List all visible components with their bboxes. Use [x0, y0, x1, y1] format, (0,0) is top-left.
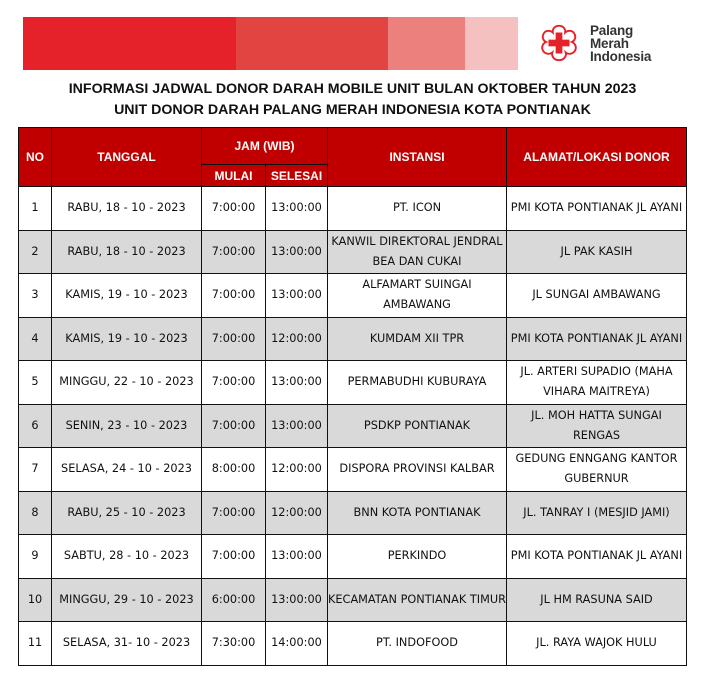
cell-alamat: PMI KOTA PONTIANAK JL AYANI [507, 317, 687, 361]
cell-no: 1 [19, 187, 52, 231]
cell-selesai: 13:00:00 [266, 404, 328, 448]
red-cross-flower-icon [538, 22, 580, 64]
cell-tanggal: SABTU, 28 - 10 - 2023 [52, 535, 202, 579]
cell-alamat: JL PAK KASIH [507, 230, 687, 274]
cell-tanggal: SENIN, 23 - 10 - 2023 [52, 404, 202, 448]
cell-alamat: JL SUNGAI AMBAWANG [507, 274, 687, 318]
cell-selesai: 13:00:00 [266, 578, 328, 622]
logo-line-3: Indonesia [590, 48, 652, 64]
page-title: INFORMASI JADWAL DONOR DARAH MOBILE UNIT BULAN OKTOBER TAHUN 2023 [68, 81, 637, 97]
cell-instansi: KANWIL DIREKTORAL JENDRAL BEA DAN CUKAI [328, 230, 507, 274]
cell-no: 10 [19, 578, 52, 622]
cell-alamat: PMI KOTA PONTIANAK JL AYANI [507, 187, 687, 231]
header-banner [23, 17, 518, 70]
cell-alamat: JL HM RASUNA SAID [507, 578, 687, 622]
cell-alamat: JL. ARTERI SUPADIO (MAHA VIHARA MAITREYA) [507, 361, 687, 405]
table-row [19, 535, 687, 579]
header-tanggal: TANGGAL [52, 128, 202, 187]
cell-selesai: 12:00:00 [266, 317, 328, 361]
banner-segment-3 [388, 17, 465, 70]
pmi-logo [538, 22, 651, 64]
header-instansi: INSTANSI [328, 128, 507, 187]
cell-tanggal: MINGGU, 29 - 10 - 2023 [52, 578, 202, 622]
banner-segment-4 [465, 17, 518, 70]
logo-line-1: Palang [590, 22, 634, 38]
table-row [19, 361, 687, 405]
table-row [19, 317, 687, 361]
cell-instansi: KUMDAM XII TPR [328, 317, 507, 361]
header-mulai: MULAI [202, 165, 266, 187]
cell-tanggal: RABU, 18 - 10 - 2023 [52, 230, 202, 274]
cell-no: 3 [19, 274, 52, 318]
cell-selesai: 13:00:00 [266, 535, 328, 579]
cell-mulai: 7:00:00 [202, 491, 266, 535]
cell-tanggal: RABU, 18 - 10 - 2023 [52, 187, 202, 231]
cell-instansi: ALFAMART SUINGAI AMBAWANG [328, 274, 507, 318]
cell-alamat: GEDUNG ENNGANG KANTOR GUBERNUR [507, 448, 687, 492]
cell-instansi: PERKINDO [328, 535, 507, 579]
cell-mulai: 7:00:00 [202, 404, 266, 448]
cell-no: 9 [19, 535, 52, 579]
cell-mulai: 7:00:00 [202, 361, 266, 405]
table-row [19, 404, 687, 448]
cell-tanggal: SELASA, 31- 10 - 2023 [52, 622, 202, 666]
cell-instansi: PT. ICON [328, 187, 507, 231]
table-row [19, 578, 687, 622]
logo-text [590, 24, 651, 63]
header-no: NO [19, 128, 52, 187]
table-row [19, 187, 687, 231]
cell-tanggal: MINGGU, 22 - 10 - 2023 [52, 361, 202, 405]
table-row [19, 230, 687, 274]
banner-segment-1 [23, 17, 236, 70]
cell-no: 4 [19, 317, 52, 361]
cell-mulai: 8:00:00 [202, 448, 266, 492]
cell-no: 5 [19, 361, 52, 405]
cell-instansi: DISPORA PROVINSI KALBAR [328, 448, 507, 492]
cell-no: 7 [19, 448, 52, 492]
table-row [19, 491, 687, 535]
cell-selesai: 13:00:00 [266, 361, 328, 405]
cell-no: 8 [19, 491, 52, 535]
banner-segment-2 [236, 17, 388, 70]
cell-selesai: 13:00:00 [266, 230, 328, 274]
cell-tanggal: KAMIS, 19 - 10 - 2023 [52, 274, 202, 318]
cell-instansi: PERMABUDHI KUBURAYA [328, 361, 507, 405]
cell-mulai: 7:00:00 [202, 317, 266, 361]
cell-mulai: 7:00:00 [202, 230, 266, 274]
table-row [19, 274, 687, 318]
cell-no: 2 [19, 230, 52, 274]
cell-selesai: 13:00:00 [266, 187, 328, 231]
cell-mulai: 6:00:00 [202, 578, 266, 622]
cell-tanggal: KAMIS, 19 - 10 - 2023 [52, 317, 202, 361]
cell-instansi: BNN KOTA PONTIANAK [328, 491, 507, 535]
cell-alamat: JL. RAYA WAJOK HULU [507, 622, 687, 666]
cell-tanggal: SELASA, 24 - 10 - 2023 [52, 448, 202, 492]
schedule-table [18, 127, 687, 666]
cell-selesai: 13:00:00 [266, 274, 328, 318]
cell-mulai: 7:00:00 [202, 187, 266, 231]
cell-selesai: 14:00:00 [266, 622, 328, 666]
cell-instansi: PT. INDOFOOD [328, 622, 507, 666]
cell-instansi: PSDKP PONTIANAK [328, 404, 507, 448]
page-subtitle: UNIT DONOR DARAH PALANG MERAH INDONESIA KOTA PONTIANAK [114, 102, 591, 118]
header-alamat: ALAMAT/LOKASI DONOR [507, 128, 687, 187]
header-selesai: SELESAI [266, 165, 328, 187]
cell-no: 11 [19, 622, 52, 666]
cell-alamat: JL. MOH HATTA SUNGAI RENGAS [507, 404, 687, 448]
cell-mulai: 7:00:00 [202, 535, 266, 579]
table-row [19, 448, 687, 492]
table-row [19, 622, 687, 666]
cell-alamat: PMI KOTA PONTIANAK JL AYANI [507, 535, 687, 579]
cell-mulai: 7:30:00 [202, 622, 266, 666]
cell-selesai: 12:00:00 [266, 491, 328, 535]
logo-line-2: Merah [590, 35, 629, 51]
cell-instansi: KECAMATAN PONTIANAK TIMUR [328, 578, 507, 622]
cell-selesai: 12:00:00 [266, 448, 328, 492]
cell-alamat: JL. TANRAY I (MESJID JAMI) [507, 491, 687, 535]
cell-tanggal: RABU, 25 - 10 - 2023 [52, 491, 202, 535]
cell-mulai: 7:00:00 [202, 274, 266, 318]
cell-no: 6 [19, 404, 52, 448]
header-jam: JAM (WIB) [202, 128, 328, 165]
